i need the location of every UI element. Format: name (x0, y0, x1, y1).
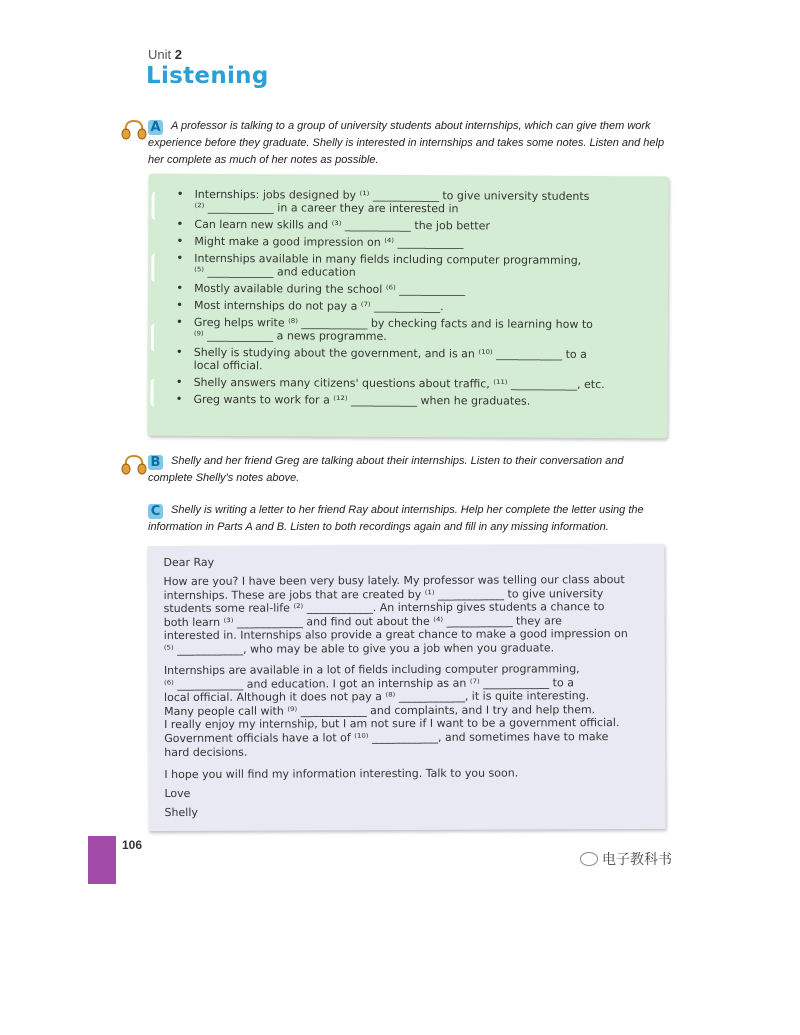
letter-greeting: Dear Ray (163, 555, 215, 570)
binder-ring (150, 379, 161, 407)
section-c-badge: C (148, 504, 163, 519)
notes-card (147, 174, 668, 439)
unit-label: Unit 2 (148, 47, 182, 62)
list-item: • Shelly is studying about the government, and is an ⁽¹⁰⁾ ____________ to a local official. (176, 346, 656, 375)
list-item: • Mostly available during the school ⁽⁶⁾ ____________ (176, 282, 656, 298)
letter-closing: Love (164, 786, 191, 801)
list-item: • Most internships do not pay a ⁽⁷⁾ ____________. (176, 299, 656, 315)
list-item: • Shelly answers many citizens' questions about traffic, ⁽¹¹⁾ ____________, etc. (176, 376, 656, 392)
headphones-icon (120, 452, 148, 476)
list-item: • Might make a good impression on ⁽⁴⁾ ____________ (176, 235, 656, 251)
notes-list (175, 188, 656, 413)
binder-ring (151, 192, 162, 220)
letter-paragraph-3: I hope you will find my information interesting. Talk to you soon. (164, 766, 519, 782)
section-c-instructions: C Shelly is writing a letter to her friend Ray about internships. Help her complete the letter using the information in Parts A and B. Listen to both recordings again and fill in any missing information. (148, 504, 644, 533)
wechat-icon (580, 852, 598, 866)
letter-paragraph-2: Internships are available in a lot of fields including computer programming, ⁽⁶⁾ ____________ and education. I got an internship as an ⁽⁷⁾ ____________ to a local official. Although it does not pay a ⁽⁸⁾ ____________, it is quite interesting. Many people call with ⁽⁹⁾ ____________ and complaints, and I try and help them. I really enjoy my internship, but I am not sure if I want to be a government official. Government officials have a lot of ⁽¹⁰⁾ ____________, and sometimes have to make hard decisions. (163, 662, 620, 759)
list-item: • Internships available in many fields including computer programming, ⁽⁵⁾ ____________ and education (176, 252, 656, 281)
headphones-icon (120, 117, 148, 141)
section-a-instructions: A A professor is talking to a group of university students about internships, which can give them work experience before they graduate. Shelly is interested in internships and takes some notes. Listen and help her complete as much of her notes as possible. (148, 120, 665, 166)
list-item: • Internships: jobs designed by ⁽¹⁾ ____________ to give university students ⁽²⁾ ____________ in a career they are interested in (176, 188, 656, 217)
watermark: 电子教科书 (580, 849, 672, 869)
page-tab-marker (88, 836, 116, 884)
letter-signature: Shelly (164, 805, 198, 820)
section-b-badge: B (148, 455, 163, 470)
letter-card (147, 544, 665, 831)
binder-ring (151, 324, 162, 352)
binder-ring (151, 254, 162, 282)
letter-paragraph-1: How are you? I have been very busy lately. My professor was telling our class about internships. These are jobs that are created by ⁽¹⁾ ____________ to give university students some real-life ⁽²⁾ ____________. An internship gives students a chance to both learn ⁽³⁾ ____________ and find out about the ⁽⁴⁾ ____________ they are interested in. Internships also provide a great chance to make a good impression on ⁽⁵⁾ ____________, who may be able to give you a job when you graduate. (163, 573, 628, 657)
page-number: 106 (122, 838, 143, 852)
section-b-instructions: B Shelly and her friend Greg are talking about their internships. Listen to their conversation and complete Shelly's notes above. (148, 455, 624, 484)
list-item: • Can learn new skills and ⁽³⁾ ____________ the job better (176, 218, 656, 234)
page-title: Listening (146, 63, 269, 89)
list-item: • Greg wants to work for a ⁽¹²⁾ ____________ when he graduates. (175, 393, 655, 409)
section-a-badge: A (148, 120, 163, 135)
list-item: • Greg helps write ⁽⁸⁾ ____________ by checking facts and is learning how to ⁽⁹⁾ ____________ a news programme. (176, 316, 656, 345)
